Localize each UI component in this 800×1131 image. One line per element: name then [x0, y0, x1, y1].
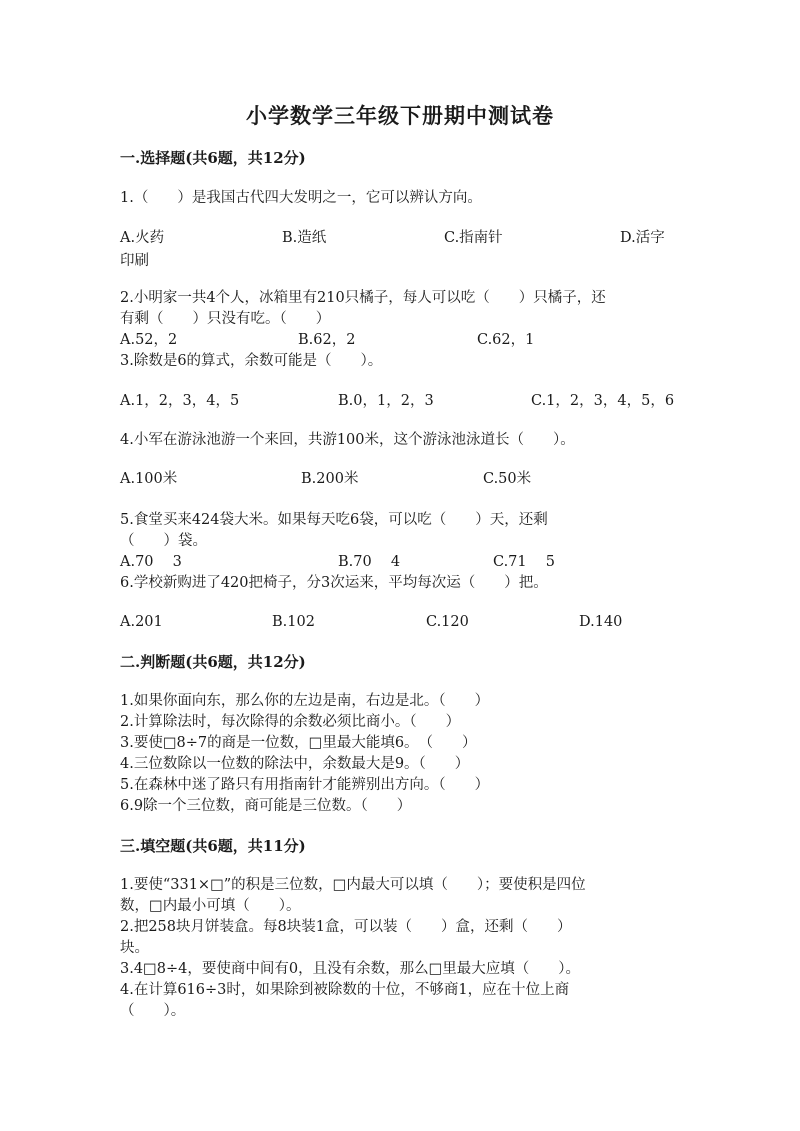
option: D.活字: [620, 230, 665, 246]
option: C.1，2，3，4，5，6: [531, 393, 675, 409]
option: B.102: [272, 614, 315, 630]
option: D.140: [579, 614, 623, 630]
option: A.52，2: [120, 332, 178, 348]
fill-item: 2.把258块月饼装盒。每8块装1盒，可以装（ ）盒，还剩（ ）: [120, 919, 572, 935]
judgment-item: 5.在森林中迷了路只有用指南针才能辨别出方向。（ ）: [120, 777, 490, 793]
option: C.71 5: [493, 554, 555, 570]
question-text: 4.小军在游泳池游一个来回，共游100米，这个游泳池泳道长（ ）。: [120, 432, 575, 448]
judgment-item: 6.9除一个三位数，商可能是三位数。（ ）: [120, 798, 412, 814]
fill-item-continued: （ ）。: [120, 1003, 186, 1019]
option-continued: 印刷: [120, 253, 149, 269]
page-title: 小学数学三年级下册期中测试卷: [246, 103, 554, 128]
option: C.62，1: [477, 332, 535, 348]
fill-item-continued: 数，□内最小可填（ ）。: [120, 898, 301, 914]
section-heading-choice: 一.选择题(共6题，共12分): [120, 149, 306, 167]
question-text: 1.（ ）是我国古代四大发明之一，它可以辨认方向。: [120, 190, 482, 206]
question-text-continued: 有剩（ ）只没有吃。（ ）: [120, 311, 331, 327]
question-text: 5.食堂买来424袋大米。如果每天吃6袋，可以吃（ ）天，还剩: [120, 512, 548, 528]
option: C.50米: [483, 471, 532, 487]
judgment-item: 4.三位数除以一位数的除法中，余数最大是9。（ ）: [120, 756, 470, 772]
option: B.70 4: [338, 554, 401, 570]
option: B.造纸: [282, 230, 327, 246]
option: A.100米: [120, 471, 178, 487]
question-text: 2.小明家一共4个人，冰箱里有210只橘子，每人可以吃（ ）只橘子，还: [120, 290, 606, 306]
fill-item-continued: 块。: [120, 940, 149, 956]
option: C.120: [426, 614, 469, 630]
question-text: 3.除数是6的算式，余数可能是（ ）。: [120, 353, 383, 369]
question-text: 6.学校新购进了420把椅子，分3次运来，平均每次运（ ）把。: [120, 575, 548, 591]
option: B.62，2: [298, 332, 356, 348]
option: A.火药: [120, 230, 165, 246]
fill-item: 3.4□8÷4，要使商中间有0，且没有余数，那么□里最大应填（ ）。: [120, 961, 581, 977]
judgment-item: 1.如果你面向东，那么你的左边是南，右边是北。（ ）: [120, 693, 490, 709]
fill-item: 4.在计算616÷3时，如果除到被除数的十位，不够商1，应在十位上商: [120, 982, 570, 998]
option: C.指南针: [444, 230, 503, 246]
fill-item: 1.要使“331×□”的积是三位数，□内最大可以填（ ）；要使积是四位: [120, 877, 586, 893]
option: B.0，1，2，3: [338, 393, 434, 409]
judgment-item: 2.计算除法时，每次除得的余数必须比商小。（ ）: [120, 714, 461, 730]
section-heading-judgment: 二.判断题(共6题，共12分): [120, 653, 306, 671]
judgment-item: 3.要使□8÷7的商是一位数，□里最大能填6。 （ ）: [120, 735, 477, 751]
section-heading-fill-blank: 三.填空题(共6题，共11分): [120, 837, 306, 855]
option: A.1，2，3，4，5: [120, 393, 240, 409]
option: A.70 3: [120, 554, 182, 570]
option: B.200米: [301, 471, 359, 487]
option: A.201: [120, 614, 163, 630]
question-text-continued: （ ）袋。: [120, 533, 207, 549]
